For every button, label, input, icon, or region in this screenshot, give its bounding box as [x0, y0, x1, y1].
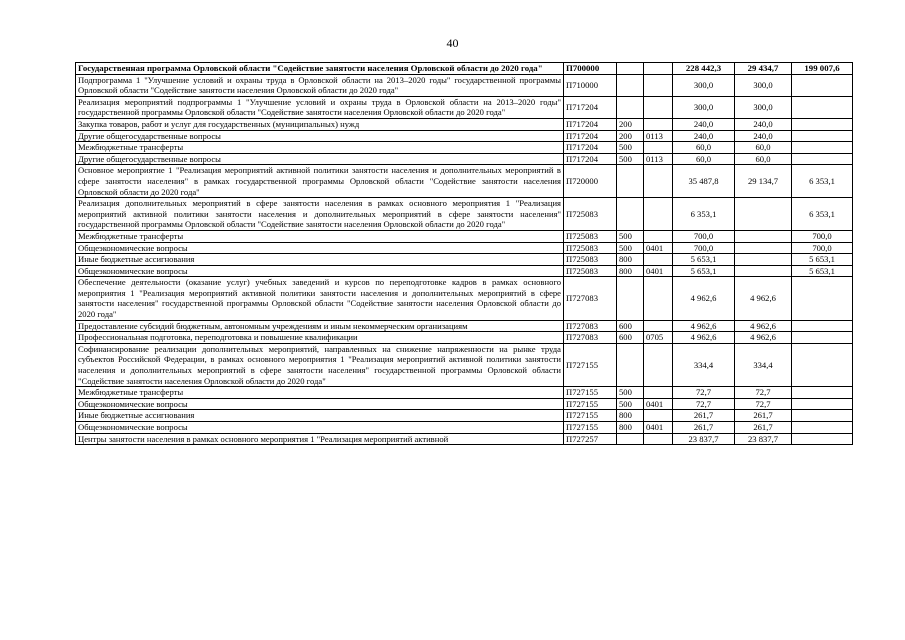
- section-code: [644, 410, 673, 422]
- target-code: П727083: [564, 277, 617, 320]
- row-name: Иные бюджетные ассигнования: [76, 254, 564, 266]
- row-name: Закупка товаров, работ и услуг для государственных (муниципальных) нужд: [76, 118, 564, 130]
- section-code: 0401: [644, 242, 673, 254]
- amount-regional: [792, 387, 853, 399]
- amount-total: 334,4: [673, 343, 735, 386]
- section-code: [644, 230, 673, 242]
- expense-type: 600: [617, 320, 644, 332]
- row-name: Общеэкономические вопросы: [76, 242, 564, 254]
- amount-regional: [792, 153, 853, 165]
- expense-type: 500: [617, 387, 644, 399]
- target-code: П727083: [564, 320, 617, 332]
- target-code: П725083: [564, 265, 617, 277]
- row-name: Основное мероприятие 1 "Реализация мероприятий активной политики занятости населения и дополнительных мероприятий в сфере занятости населения" в рамках государственной программы Орловской области "Содействие занятости населения Орловской области до 2020 года": [76, 165, 564, 198]
- expense-type: 800: [617, 254, 644, 266]
- amount-total: 228 442,3: [673, 63, 735, 75]
- table-body: [76, 63, 853, 445]
- amount-federal: 261,7: [735, 422, 792, 434]
- section-code: 0401: [644, 398, 673, 410]
- expense-type: [617, 63, 644, 75]
- table-row: [76, 254, 853, 266]
- row-name: Межбюджетные трансферты: [76, 387, 564, 399]
- table-row: [76, 242, 853, 254]
- amount-regional: [792, 277, 853, 320]
- amount-federal: [735, 242, 792, 254]
- amount-federal: [735, 254, 792, 266]
- section-code: 0705: [644, 332, 673, 344]
- row-name: Межбюджетные трансферты: [76, 142, 564, 154]
- amount-total: 72,7: [673, 387, 735, 399]
- expense-type: 500: [617, 142, 644, 154]
- amount-federal: 240,0: [735, 118, 792, 130]
- target-code: П727155: [564, 398, 617, 410]
- amount-federal: 4 962,6: [735, 332, 792, 344]
- table-row: [76, 130, 853, 142]
- target-code: П727257: [564, 433, 617, 445]
- expense-type: 500: [617, 153, 644, 165]
- amount-federal: [735, 265, 792, 277]
- amount-total: 35 487,8: [673, 165, 735, 198]
- table-row: [76, 332, 853, 344]
- target-code: П727083: [564, 332, 617, 344]
- amount-federal: 4 962,6: [735, 277, 792, 320]
- target-code: П710000: [564, 74, 617, 96]
- table-row: [76, 387, 853, 399]
- row-name: Общеэкономические вопросы: [76, 422, 564, 434]
- amount-total: 60,0: [673, 153, 735, 165]
- amount-regional: 5 653,1: [792, 254, 853, 266]
- amount-regional: [792, 343, 853, 386]
- expense-type: 800: [617, 422, 644, 434]
- target-code: П725083: [564, 254, 617, 266]
- target-code: П727155: [564, 422, 617, 434]
- amount-federal: 60,0: [735, 153, 792, 165]
- amount-total: 4 962,6: [673, 332, 735, 344]
- amount-total: 261,7: [673, 410, 735, 422]
- amount-total: 60,0: [673, 142, 735, 154]
- section-code: [644, 343, 673, 386]
- row-name: Предоставление субсидий бюджетным, автономным учреждениям и иным некоммерческим организациям: [76, 320, 564, 332]
- budget-table: [75, 62, 853, 445]
- target-code: П727155: [564, 410, 617, 422]
- section-code: 0401: [644, 265, 673, 277]
- expense-type: 500: [617, 242, 644, 254]
- section-code: [644, 254, 673, 266]
- table-row: [76, 165, 853, 198]
- amount-regional: [792, 96, 853, 118]
- table-row: [76, 320, 853, 332]
- amount-regional: [792, 320, 853, 332]
- target-code: П717204: [564, 118, 617, 130]
- amount-total: 4 962,6: [673, 277, 735, 320]
- row-name: Подпрограмма 1 "Улучшение условий и охраны труда в Орловской области на 2013–2020 годы" государственной программы Орловской области "Содействие занятости населения Орловской области до 2020 года": [76, 74, 564, 96]
- expense-type: [617, 277, 644, 320]
- row-name: Другие общегосударственные вопросы: [76, 153, 564, 165]
- table-row: [76, 410, 853, 422]
- amount-total: 4 962,6: [673, 320, 735, 332]
- row-name: Межбюджетные трансферты: [76, 230, 564, 242]
- amount-federal: 300,0: [735, 74, 792, 96]
- section-code: [644, 118, 673, 130]
- target-code: П725083: [564, 242, 617, 254]
- amount-total: 300,0: [673, 96, 735, 118]
- expense-type: [617, 165, 644, 198]
- row-name: Реализация дополнительных мероприятий в сфере занятости населения в рамках основного мероприятия 1 "Реализация мероприятий активной политики занятости населения и дополнительных мероприятий в сфере занятости населения" государственной программы Орловской области "Содействие занятости населения Орловской области до 2020 года": [76, 198, 564, 231]
- amount-federal: [735, 230, 792, 242]
- target-code: П717204: [564, 130, 617, 142]
- amount-total: 261,7: [673, 422, 735, 434]
- expense-type: [617, 198, 644, 231]
- row-name: Другие общегосударственные вопросы: [76, 130, 564, 142]
- amount-total: 5 653,1: [673, 265, 735, 277]
- section-code: 0113: [644, 153, 673, 165]
- amount-total: 5 653,1: [673, 254, 735, 266]
- section-code: [644, 63, 673, 75]
- amount-regional: 5 653,1: [792, 265, 853, 277]
- expense-type: 500: [617, 398, 644, 410]
- section-code: [644, 142, 673, 154]
- page-number: 40: [446, 36, 459, 50]
- section-code: 0113: [644, 130, 673, 142]
- table-row: [76, 118, 853, 130]
- amount-federal: 72,7: [735, 387, 792, 399]
- amount-regional: [792, 398, 853, 410]
- row-name: Центры занятости населения в рамках основного мероприятия 1 "Реализация мероприятий активной: [76, 433, 564, 445]
- amount-regional: 6 353,1: [792, 198, 853, 231]
- amount-federal: 4 962,6: [735, 320, 792, 332]
- table-row: [76, 198, 853, 231]
- target-code: П725083: [564, 230, 617, 242]
- amount-regional: [792, 332, 853, 344]
- table-row: [76, 422, 853, 434]
- row-name: Софинансирование реализации дополнительных мероприятий, направленных на снижение напряженности на рынке труда субъектов Российской Федерации, в рамках основного мероприятия 1 "Реализация мероприятий активной политики занятости населения и дополнительных мероприятий в сфере занятости населения" государственной программы Орловской области "Содействие занятости населения Орловской области до 2020 года": [76, 343, 564, 386]
- amount-federal: [735, 198, 792, 231]
- row-name: Профессиональная подготовка, переподготовка и повышение квалификации: [76, 332, 564, 344]
- table-row: [76, 433, 853, 445]
- amount-total: 300,0: [673, 74, 735, 96]
- expense-type: [617, 74, 644, 96]
- target-code: П727155: [564, 387, 617, 399]
- amount-federal: 300,0: [735, 96, 792, 118]
- table-row: [76, 63, 853, 75]
- amount-federal: 334,4: [735, 343, 792, 386]
- table-row: [76, 230, 853, 242]
- amount-regional: [792, 74, 853, 96]
- target-code: П717204: [564, 153, 617, 165]
- row-name: Общеэкономические вопросы: [76, 398, 564, 410]
- section-code: [644, 74, 673, 96]
- amount-federal: 23 837,7: [735, 433, 792, 445]
- expense-type: 200: [617, 130, 644, 142]
- section-code: [644, 277, 673, 320]
- expense-type: [617, 433, 644, 445]
- expense-type: [617, 343, 644, 386]
- expense-type: 800: [617, 410, 644, 422]
- expense-type: 500: [617, 230, 644, 242]
- amount-regional: [792, 118, 853, 130]
- section-code: [644, 198, 673, 231]
- row-name: Реализация мероприятий подпрограммы 1 "Улучшение условий и охраны труда в Орловской области на 2013–2020 годы" государственной программы Орловской области "Содействие занятости населения Орловской области до 2020 года": [76, 96, 564, 118]
- target-code: П727155: [564, 343, 617, 386]
- target-code: П717204: [564, 142, 617, 154]
- amount-federal: 29 134,7: [735, 165, 792, 198]
- amount-regional: [792, 142, 853, 154]
- row-name: Иные бюджетные ассигнования: [76, 410, 564, 422]
- table-row: [76, 398, 853, 410]
- section-code: [644, 96, 673, 118]
- amount-total: 72,7: [673, 398, 735, 410]
- expense-type: 200: [617, 118, 644, 130]
- amount-regional: 700,0: [792, 230, 853, 242]
- target-code: П720000: [564, 165, 617, 198]
- amount-total: 23 837,7: [673, 433, 735, 445]
- section-code: [644, 320, 673, 332]
- section-code: [644, 165, 673, 198]
- table-row: [76, 142, 853, 154]
- expense-type: [617, 96, 644, 118]
- expense-type: 800: [617, 265, 644, 277]
- table-row: [76, 153, 853, 165]
- amount-regional: [792, 422, 853, 434]
- amount-regional: 6 353,1: [792, 165, 853, 198]
- section-code: [644, 433, 673, 445]
- table-row: [76, 277, 853, 320]
- amount-federal: 60,0: [735, 142, 792, 154]
- amount-total: 240,0: [673, 130, 735, 142]
- table-row: [76, 343, 853, 386]
- amount-regional: [792, 433, 853, 445]
- table-row: [76, 265, 853, 277]
- amount-regional: [792, 130, 853, 142]
- amount-federal: 240,0: [735, 130, 792, 142]
- expense-type: 600: [617, 332, 644, 344]
- table-row: [76, 96, 853, 118]
- target-code: П717204: [564, 96, 617, 118]
- amount-total: 700,0: [673, 230, 735, 242]
- section-code: 0401: [644, 422, 673, 434]
- amount-federal: 261,7: [735, 410, 792, 422]
- amount-total: 700,0: [673, 242, 735, 254]
- section-code: [644, 387, 673, 399]
- amount-total: 240,0: [673, 118, 735, 130]
- amount-federal: 72,7: [735, 398, 792, 410]
- row-name: Обеспечение деятельности (оказание услуг) учебных заведений и курсов по переподготовке кадров в рамках основного мероприятия 1 "Реализация мероприятий активной политики занятости населения и дополнительных мероприятий в сфере занятости населения" государственной программы Орловской области "Содействие занятости населения Орловской области до 2020 года": [76, 277, 564, 320]
- amount-regional: 199 007,6: [792, 63, 853, 75]
- amount-regional: 700,0: [792, 242, 853, 254]
- row-name: Государственная программа Орловской области "Содействие занятости населения Орловской области до 2020 года": [76, 63, 564, 75]
- amount-regional: [792, 410, 853, 422]
- row-name: Общеэкономические вопросы: [76, 265, 564, 277]
- target-code: П725083: [564, 198, 617, 231]
- target-code: П700000: [564, 63, 617, 75]
- amount-federal: 29 434,7: [735, 63, 792, 75]
- table-row: [76, 74, 853, 96]
- amount-total: 6 353,1: [673, 198, 735, 231]
